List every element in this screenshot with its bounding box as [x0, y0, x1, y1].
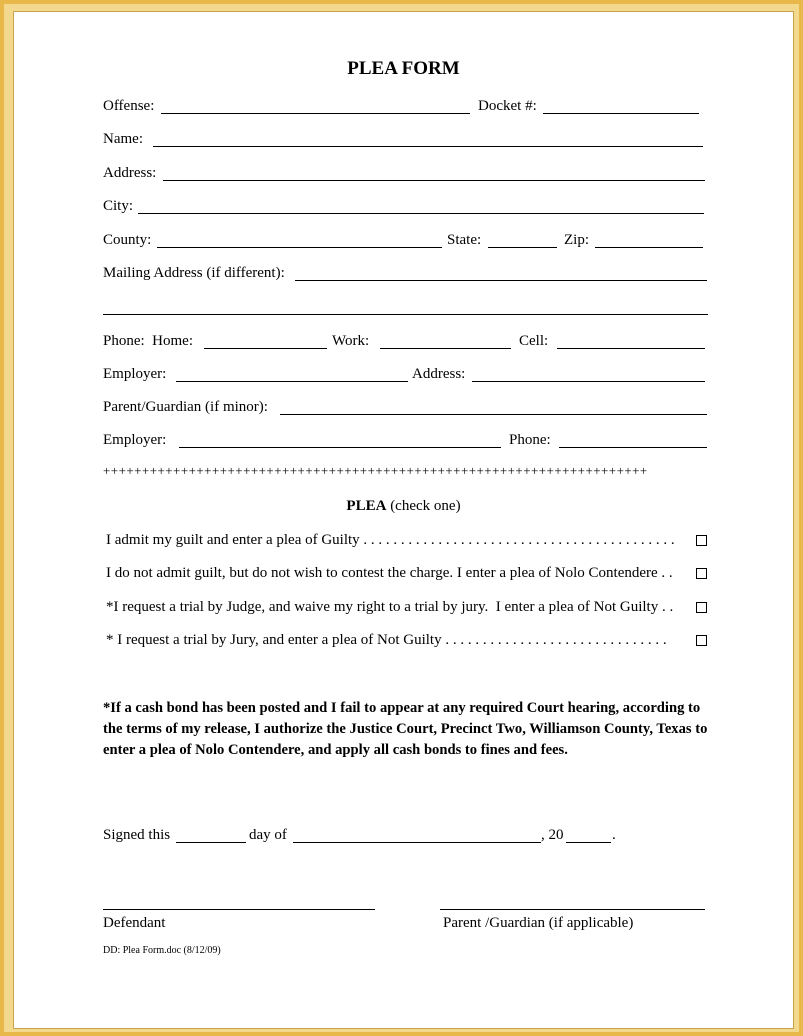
address-label: Address: — [103, 165, 157, 181]
city-field[interactable] — [138, 213, 704, 214]
plea-heading — [14, 498, 793, 515]
cell-label: Cell: — [519, 333, 549, 349]
document-footer: DD: Plea Form.doc (8/12/09) — [103, 945, 221, 956]
mailing-address-label: Mailing Address (if different): — [103, 265, 285, 281]
name-label: Name: — [103, 131, 143, 147]
checkbox-judge[interactable] — [696, 602, 707, 613]
parent-guardian-field[interactable] — [280, 414, 707, 415]
zip-label: Zip: — [564, 232, 589, 248]
docket-field[interactable] — [543, 113, 699, 114]
day-of-label: day of — [249, 827, 287, 843]
cell-field[interactable] — [557, 348, 705, 349]
work-label: Work: — [332, 333, 370, 349]
name-field[interactable] — [153, 146, 703, 147]
plus-separator: ++++++++++++++++++++++++++++++++++++++++++++++++++++++++++++++++++++++ — [103, 463, 648, 478]
parent-guardian-label: Parent/Guardian (if minor): — [103, 399, 268, 415]
city-label: City: — [103, 198, 134, 214]
employer-address-field[interactable] — [472, 381, 705, 382]
checkbox-guilty[interactable] — [696, 535, 707, 546]
offense-field[interactable] — [161, 113, 470, 114]
employer2-field[interactable] — [179, 447, 501, 448]
plea-option-judge: *I request a trial by Judge, and waive my right to a trial by jury. I enter a plea of Not Guilty . . — [106, 599, 674, 615]
plea-option-jury: * I request a trial by Jury, and enter a plea of Not Guilty . . . . . . . . . . . . . . . . . . . . . . . . . . . . . . — [106, 632, 667, 648]
county-field[interactable] — [157, 247, 442, 248]
state-label: State: — [447, 232, 482, 248]
work-field[interactable] — [380, 348, 511, 349]
mailing-address-field[interactable] — [295, 280, 707, 281]
defendant-label: Defendant — [103, 915, 166, 931]
form-title: PLEA FORM — [347, 58, 460, 79]
checkbox-jury[interactable] — [696, 635, 707, 646]
phone2-field[interactable] — [559, 447, 707, 448]
signed-day-field[interactable] — [176, 842, 246, 843]
signed-year-field[interactable] — [566, 842, 611, 843]
document-page — [14, 12, 793, 1028]
checkbox-nolo[interactable] — [696, 568, 707, 579]
address-field[interactable] — [163, 180, 705, 181]
zip-field[interactable] — [595, 247, 703, 248]
offense-label: Offense: — [103, 98, 155, 114]
county-label: County: — [103, 232, 152, 248]
docket-label: Docket #: — [478, 98, 537, 114]
phone-home-field[interactable] — [204, 348, 327, 349]
employer2-label: Employer: — [103, 432, 167, 448]
parent-signature-line[interactable] — [440, 909, 705, 910]
employer-field[interactable] — [176, 381, 408, 382]
employer-address-label: Address: — [412, 366, 466, 382]
plea-option-nolo: I do not admit guilt, but do not wish to contest the charge. I enter a plea of Nolo Contendere . . — [106, 565, 673, 581]
signed-this-label: Signed this — [103, 827, 171, 843]
signed-period: . — [612, 827, 616, 843]
mailing-address-field-2[interactable] — [103, 314, 708, 315]
cash-bond-notice: *If a cash bond has been posted and I fail to appear at any required Court hearing, according to the terms of my release, I authorize the Justice Court, Precinct Two, Williamson County, Texas to enter a plea of Nolo Contendere, and apply all cash bonds to fines and fees. — [103, 700, 708, 758]
plea-heading-bold: PLEA — [346, 498, 387, 514]
plea-heading-note: (check one) — [386, 498, 461, 514]
state-field[interactable] — [488, 247, 557, 248]
signed-month-field[interactable] — [293, 842, 541, 843]
year-prefix-label: , 20 — [541, 827, 564, 843]
plea-option-guilty: I admit my guilt and enter a plea of Guilty . . . . . . . . . . . . . . . . . . . . . . . . . . . . . . . . . . . . . . . . . . — [106, 532, 675, 548]
defendant-signature-line[interactable] — [103, 909, 375, 910]
parent-label: Parent /Guardian (if applicable) — [443, 915, 634, 931]
employer-label: Employer: — [103, 366, 167, 382]
phone-home-label: Phone: Home: — [103, 333, 193, 349]
document-frame — [4, 4, 799, 1032]
phone2-label: Phone: — [509, 432, 551, 448]
